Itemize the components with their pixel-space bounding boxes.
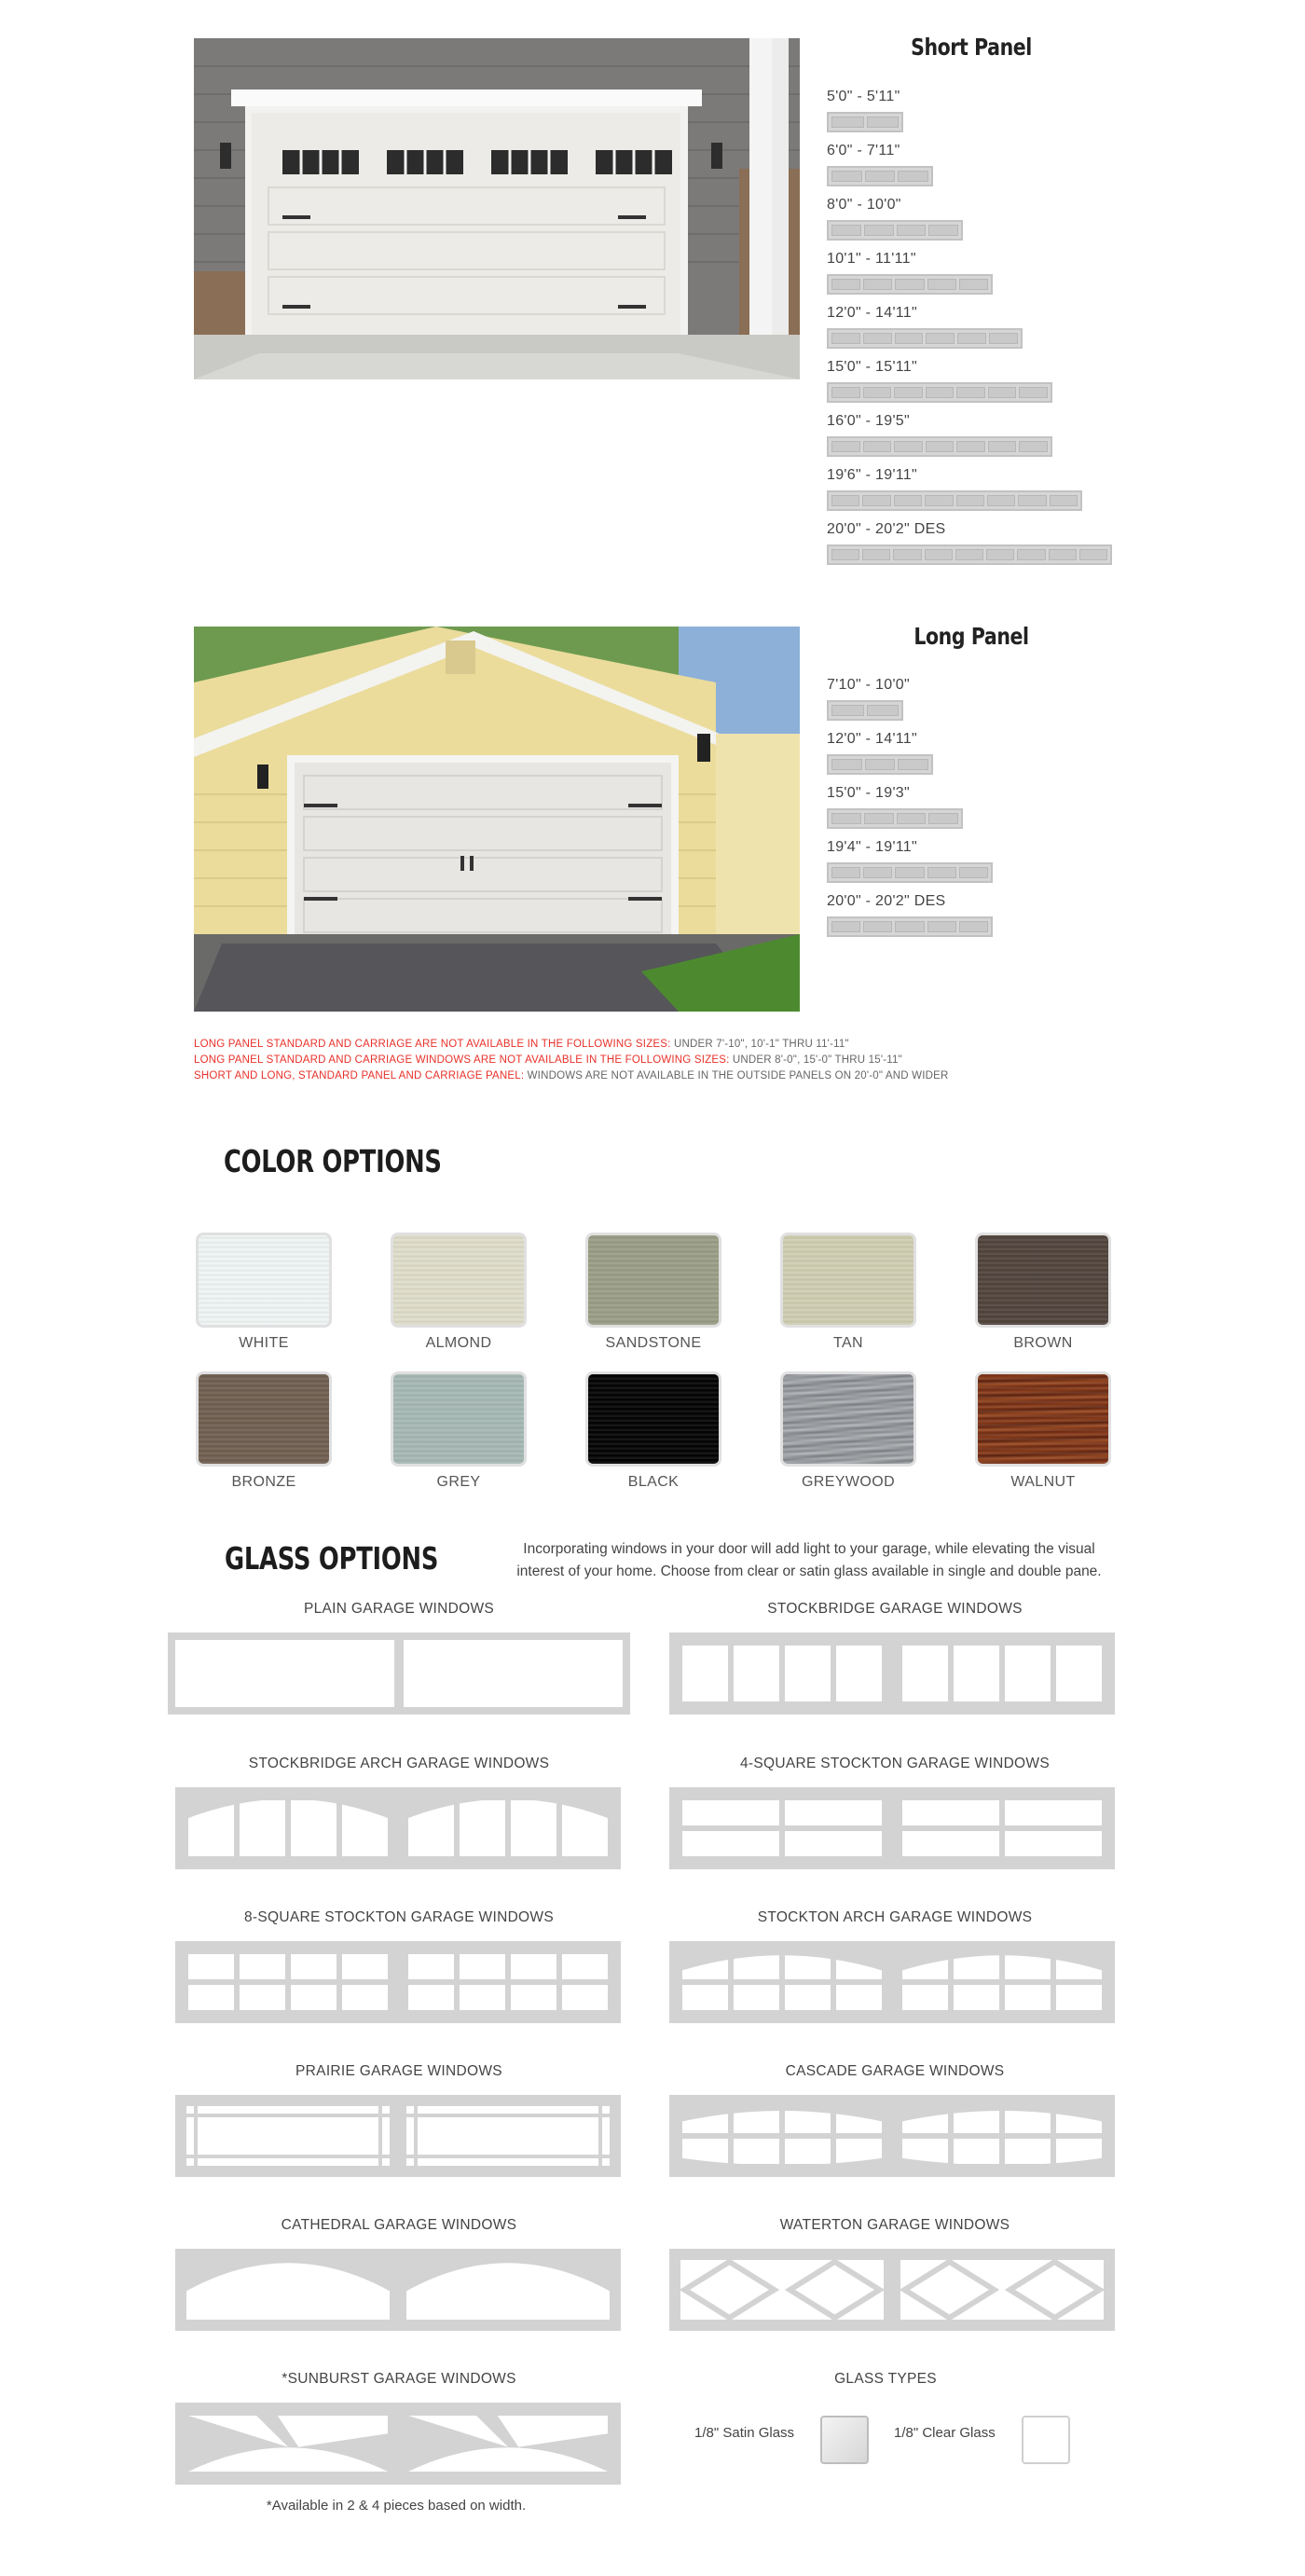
- color-swatch-walnut[interactable]: [975, 1371, 1111, 1467]
- panel-section: [988, 441, 1017, 452]
- panel-section: [959, 279, 988, 290]
- woodgrain-texture: [393, 1374, 524, 1464]
- clear-glass-sample[interactable]: [1022, 2416, 1070, 2464]
- panel-section: [831, 171, 862, 182]
- woodgrain-texture: [783, 1235, 914, 1325]
- woodgrain-texture: [978, 1374, 1108, 1464]
- window-style-title: PLAIN GARAGE WINDOWS: [303, 1601, 495, 1617]
- long-panel-size-diagram: [827, 700, 903, 721]
- short-panel-size-label: 16'0" - 19'5": [827, 413, 910, 429]
- woodgrain-texture: [199, 1235, 329, 1325]
- long-panel-size-label: 7'10" - 10'0": [827, 677, 910, 693]
- panel-section: [986, 549, 1014, 560]
- panel-section: [865, 171, 896, 182]
- window-style-title: STOCKBRIDGE GARAGE WINDOWS: [767, 1601, 1023, 1617]
- panel-section: [925, 495, 953, 506]
- panel-section: [988, 387, 1017, 398]
- panel-section: [959, 921, 988, 932]
- short-panel-size-label: 12'0" - 14'11": [827, 305, 917, 321]
- window-diagram-prairie[interactable]: [175, 2095, 621, 2182]
- window-diagram-stockbridge[interactable]: [669, 1632, 1115, 1719]
- panel-section: [898, 759, 928, 770]
- short-panel-size-label: 15'0" - 15'11": [827, 359, 917, 375]
- window-diagram-sunburst[interactable]: [175, 2403, 621, 2489]
- panel-section: [831, 117, 864, 128]
- note-line: LONG PANEL STANDARD AND CARRIAGE WINDOWS ARE NOT AVAILABLE IN THE FOLLOWING SIZES: UNDER 8'-0", 15'-0" THRU 15'-11": [194, 1054, 902, 1066]
- panel-section: [1018, 495, 1046, 506]
- panel-section: [864, 225, 894, 236]
- panel-section: [831, 813, 861, 824]
- window-diagram-4-square[interactable]: [669, 1787, 1115, 1874]
- panel-section: [955, 549, 983, 560]
- color-swatch-label: ALMOND: [425, 1335, 492, 1351]
- window-diagram-stockton-arch[interactable]: [669, 1941, 1115, 2028]
- panel-section: [895, 867, 924, 878]
- long-panel-title: Long Panel: [914, 623, 1029, 650]
- note-line: LONG PANEL STANDARD AND CARRIAGE ARE NOT AVAILABLE IN THE FOLLOWING SIZES: UNDER 7'-10", 10'-1" THRU 11'-11": [194, 1039, 849, 1050]
- panel-section: [989, 333, 1018, 344]
- short-panel-size-diagram: [827, 274, 993, 295]
- panel-section: [831, 333, 860, 344]
- color-swatch-label: BRONZE: [231, 1474, 296, 1490]
- panel-section: [864, 813, 894, 824]
- woodgrain-texture: [199, 1374, 329, 1464]
- panel-section: [898, 171, 928, 182]
- long-panel-size-diagram: [827, 862, 993, 883]
- panel-section: [895, 333, 924, 344]
- short-panel-size-diagram: [827, 328, 1023, 349]
- window-diagram-8-square[interactable]: [175, 1941, 621, 2028]
- window-style-title: 8-SQUARE STOCKTON GARAGE WINDOWS: [244, 1909, 554, 1925]
- window-diagram-waterton[interactable]: [669, 2249, 1115, 2335]
- panel-section: [987, 495, 1015, 506]
- woodgrain-texture: [783, 1374, 914, 1464]
- color-swatch-black[interactable]: [585, 1371, 721, 1467]
- panel-section: [895, 921, 924, 932]
- short-panel-size-diagram: [827, 112, 903, 132]
- long-panel-size-label: 12'0" - 14'11": [827, 731, 917, 747]
- panel-section: [1017, 549, 1045, 560]
- panel-section: [894, 441, 923, 452]
- panel-section: [927, 279, 956, 290]
- glass-types-title: GLASS TYPES: [834, 2371, 937, 2387]
- color-swatch-label: GREYWOOD: [801, 1474, 896, 1490]
- short-panel-size-label: 6'0" - 7'11": [827, 143, 900, 158]
- panel-section: [1079, 549, 1107, 560]
- panel-section: [831, 867, 860, 878]
- panel-section: [863, 279, 892, 290]
- panel-section: [927, 921, 956, 932]
- panel-section: [865, 759, 896, 770]
- panel-section: [956, 387, 985, 398]
- color-swatch-grey[interactable]: [391, 1371, 527, 1467]
- color-swatch-label: SANDSTONE: [605, 1335, 702, 1351]
- color-swatch-bronze[interactable]: [196, 1371, 332, 1467]
- panel-section: [867, 705, 900, 716]
- woodgrain-texture: [588, 1235, 719, 1325]
- long-panel-size-diagram: [827, 916, 993, 937]
- window-style-title: WATERTON GARAGE WINDOWS: [779, 2217, 1010, 2233]
- panel-section: [863, 921, 892, 932]
- color-swatch-greywood[interactable]: [780, 1371, 916, 1467]
- window-style-title: STOCKTON ARCH GARAGE WINDOWS: [757, 1909, 1033, 1925]
- satin-glass-sample[interactable]: [820, 2416, 869, 2464]
- panel-section: [831, 759, 862, 770]
- short-panel-title: Short Panel: [911, 34, 1032, 61]
- satin-glass-label: 1/8" Satin Glass: [694, 2425, 795, 2441]
- clear-glass-label: 1/8" Clear Glass: [894, 2425, 996, 2441]
- woodgrain-texture: [588, 1374, 719, 1464]
- long-panel-size-label: 19'4" - 19'11": [827, 839, 917, 855]
- color-swatch-label: WHITE: [239, 1335, 289, 1351]
- color-swatch-label: TAN: [832, 1335, 863, 1351]
- panel-section: [863, 867, 892, 878]
- short-panel-size-diagram: [827, 220, 963, 241]
- color-swatch-tan[interactable]: [780, 1233, 916, 1328]
- panel-section: [831, 921, 860, 932]
- panel-section: [957, 333, 986, 344]
- window-diagram-cathedral[interactable]: [175, 2249, 621, 2335]
- short-panel-size-diagram: [827, 544, 1112, 565]
- short-panel-size-label: 5'0" - 5'11": [827, 89, 900, 104]
- window-style-title: 4-SQUARE STOCKTON GARAGE WINDOWS: [740, 1756, 1050, 1771]
- color-swatch-label: BLACK: [627, 1474, 680, 1490]
- panel-section: [894, 495, 922, 506]
- window-style-title: STOCKBRIDGE ARCH GARAGE WINDOWS: [248, 1756, 550, 1771]
- short-panel-size-diagram: [827, 436, 1052, 457]
- panel-section: [927, 867, 956, 878]
- panel-section: [831, 387, 860, 398]
- short-panel-size-diagram: [827, 490, 1082, 511]
- panel-section: [862, 549, 890, 560]
- panel-section: [1050, 495, 1078, 506]
- garage-photo-long-panel: [194, 627, 800, 1012]
- panel-section: [926, 387, 955, 398]
- panel-section: [831, 225, 861, 236]
- panel-section: [894, 387, 923, 398]
- panel-section: [831, 549, 859, 560]
- garage-photo-short-panel: [194, 38, 800, 379]
- panel-section: [956, 441, 985, 452]
- panel-section: [863, 387, 892, 398]
- panel-section: [1019, 441, 1048, 452]
- panel-section: [862, 495, 890, 506]
- panel-section: [928, 225, 958, 236]
- note-line: SHORT AND LONG, STANDARD PANEL AND CARRIAGE PANEL: WINDOWS ARE NOT AVAILABLE IN THE OUTSIDE PANELS ON 20'-0" AND WIDER: [194, 1070, 949, 1081]
- long-panel-size-label: 15'0" - 19'3": [827, 785, 910, 801]
- color-swatch-label: WALNUT: [1010, 1474, 1076, 1490]
- glass-options-title: GLASS OPTIONS: [225, 1540, 439, 1577]
- color-swatch-label: GREY: [436, 1474, 481, 1490]
- window-style-title: *SUNBURST GARAGE WINDOWS: [282, 2371, 516, 2387]
- color-swatch-brown[interactable]: [975, 1233, 1111, 1328]
- long-panel-size-label: 20'0" - 20'2" DES: [827, 893, 946, 909]
- panel-section: [831, 279, 860, 290]
- sunburst-footnote: *Available in 2 & 4 pieces based on width.: [266, 2498, 527, 2514]
- panel-section: [928, 813, 958, 824]
- panel-section: [831, 495, 859, 506]
- glass-options-intro: Incorporating windows in your door will add light to your garage, while elevating the visual interest of your home. Choose from clear or satin glass available in single and double pane.: [516, 1541, 1102, 1579]
- short-panel-size-diagram: [827, 382, 1052, 403]
- window-diagram-cascade[interactable]: [669, 2095, 1115, 2182]
- long-panel-size-diagram: [827, 754, 933, 775]
- panel-section: [895, 279, 924, 290]
- panel-section: [893, 549, 921, 560]
- panel-section: [863, 333, 892, 344]
- panel-section: [867, 117, 900, 128]
- window-style-title: CATHEDRAL GARAGE WINDOWS: [281, 2217, 517, 2233]
- window-style-title: PRAIRIE GARAGE WINDOWS: [295, 2063, 502, 2079]
- long-panel-size-diagram: [827, 808, 963, 829]
- woodgrain-texture: [978, 1235, 1108, 1325]
- window-diagram-stockbridge-arch[interactable]: [175, 1787, 621, 1874]
- panel-section: [897, 225, 927, 236]
- window-diagram-plain[interactable]: [168, 1632, 630, 1719]
- color-swatch-white[interactable]: [196, 1233, 332, 1328]
- panel-section: [926, 333, 955, 344]
- short-panel-size-label: 19'6" - 19'11": [827, 467, 917, 483]
- short-panel-size-label: 10'1" - 11'11": [827, 251, 916, 267]
- color-swatch-sandstone[interactable]: [585, 1233, 721, 1328]
- woodgrain-texture: [393, 1235, 524, 1325]
- panel-section: [956, 495, 984, 506]
- panel-section: [831, 705, 864, 716]
- panel-section: [1019, 387, 1048, 398]
- panel-section: [897, 813, 927, 824]
- short-panel-size-label: 8'0" - 10'0": [827, 197, 901, 213]
- panel-section: [1049, 549, 1077, 560]
- color-swatch-label: BROWN: [1013, 1335, 1073, 1351]
- window-style-title: CASCADE GARAGE WINDOWS: [785, 2063, 1005, 2079]
- panel-section: [959, 867, 988, 878]
- color-options-title: COLOR OPTIONS: [224, 1143, 442, 1179]
- panel-section: [925, 549, 953, 560]
- short-panel-size-diagram: [827, 166, 933, 186]
- short-panel-size-label: 20'0" - 20'2" DES: [827, 521, 946, 537]
- color-swatch-almond[interactable]: [391, 1233, 527, 1328]
- panel-section: [926, 441, 955, 452]
- panel-section: [863, 441, 892, 452]
- panel-section: [831, 441, 860, 452]
- availability-notes: [194, 1037, 949, 1084]
